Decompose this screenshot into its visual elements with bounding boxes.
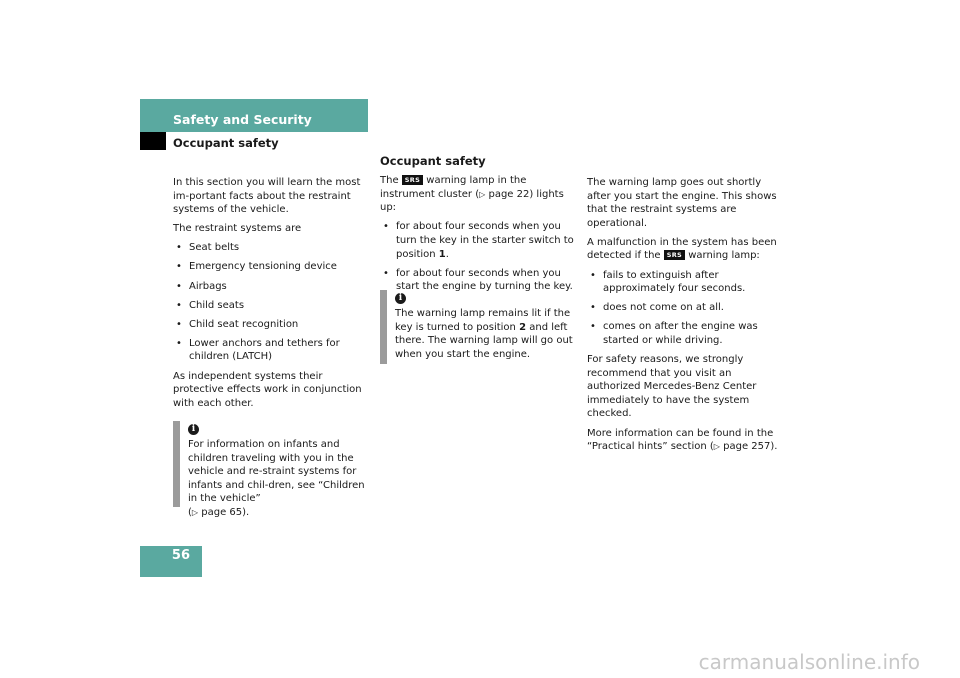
page-ref-icon: ▷ (479, 189, 486, 199)
column-2 (380, 155, 576, 299)
page-ref-link[interactable]: page 257). (723, 441, 778, 453)
section-heading: Occupant safety (380, 154, 486, 168)
srs-warning-icon: SRS (402, 175, 423, 185)
list-item: • Lower anchors and tethers for children (LATCH) (173, 337, 369, 364)
list-item: • for about four seconds when you start the engine by turning the key. (380, 267, 576, 294)
intro-text: In this section you will learn the most im-portant facts about the restraint systems of the vehicle. (173, 177, 361, 216)
list-item: • Airbags (173, 280, 369, 294)
systems-label: The restraint systems are (173, 223, 302, 235)
note-text: For information on infants and children traveling with you in the vehicle and re-straint systems for infants and chil-dren, see “Children in the vehicle” (188, 439, 365, 505)
malfunction-text (587, 236, 783, 263)
chapter-title: Safety and Security (173, 112, 312, 127)
list-item: • fails to extinguish after approximately four seconds. (587, 269, 783, 296)
info-icon: i (188, 424, 199, 435)
info-icon: i (395, 293, 406, 304)
outro-text: As independent systems their protective effects work in conjunction with each other. (173, 370, 362, 409)
page-ref-link[interactable]: page 65). (201, 506, 250, 518)
more-info-a: More information can be found in the “Practical hints” section ( (587, 427, 774, 453)
more-info-text (587, 427, 783, 454)
page-number: 56 (171, 548, 190, 563)
info-note-children: i For information on infants and children traveling with you in the vehicle and re-straint systems for infants and chil-dren, see “Children in the vehicle” (▷ page 65). (173, 421, 374, 507)
list-item: • Child seats (173, 299, 369, 313)
column-3 (587, 176, 783, 459)
lamp-paragraph (380, 174, 576, 215)
page-ref-icon: ▷ (191, 507, 199, 517)
column-1 (173, 176, 369, 416)
list-item: • Child seat recognition (173, 318, 369, 332)
bullet-text: for about four seconds when you turn the key in the starter switch to position (396, 221, 574, 260)
page-ref-link[interactable]: page 22) lights up: (380, 188, 564, 214)
lamp-out-text: The warning lamp goes out shortly after you start the engine. This shows that the restraint systems are operational. (587, 177, 777, 229)
restraint-systems-list (173, 241, 369, 364)
page-ref-icon: ▷ (713, 442, 720, 452)
info-note-lamp (380, 290, 581, 364)
list-item: • Emergency tensioning device (173, 260, 369, 274)
note-text: and left there. The warning lamp will go out when you start the engine. (395, 321, 573, 360)
watermark: carmanualsonline.info (698, 650, 920, 674)
srs-warning-icon: SRS (664, 250, 685, 260)
key-position: 1 (438, 248, 446, 260)
section-marker (140, 132, 166, 150)
lamp-prefix: The (380, 175, 399, 187)
list-item: • does not come on at all. (587, 301, 783, 315)
malfunction-b: warning lamp: (688, 250, 760, 262)
lamp-text: warning lamp in the instrument cluster ( (380, 175, 527, 200)
section-title: Occupant safety (173, 136, 279, 150)
lamp-conditions-list (380, 220, 576, 293)
list-item: • Seat belts (173, 241, 369, 255)
list-item: • comes on after the engine was started or while driving. (587, 320, 783, 347)
safety-recommendation: For safety reasons, we strongly recommend that you visit an authorized Mercedes-Benz Center immediately to have the system checked. (587, 354, 757, 420)
note-text: The warning lamp remains lit if the key is turned to position (395, 308, 571, 333)
key-position: 2 (519, 321, 527, 333)
malfunction-a: A malfunction in the system has been detected if the (587, 236, 777, 262)
list-item: • for about four seconds when you turn the key in the starter switch to position 1. (380, 220, 576, 261)
malfunction-list (587, 269, 783, 348)
